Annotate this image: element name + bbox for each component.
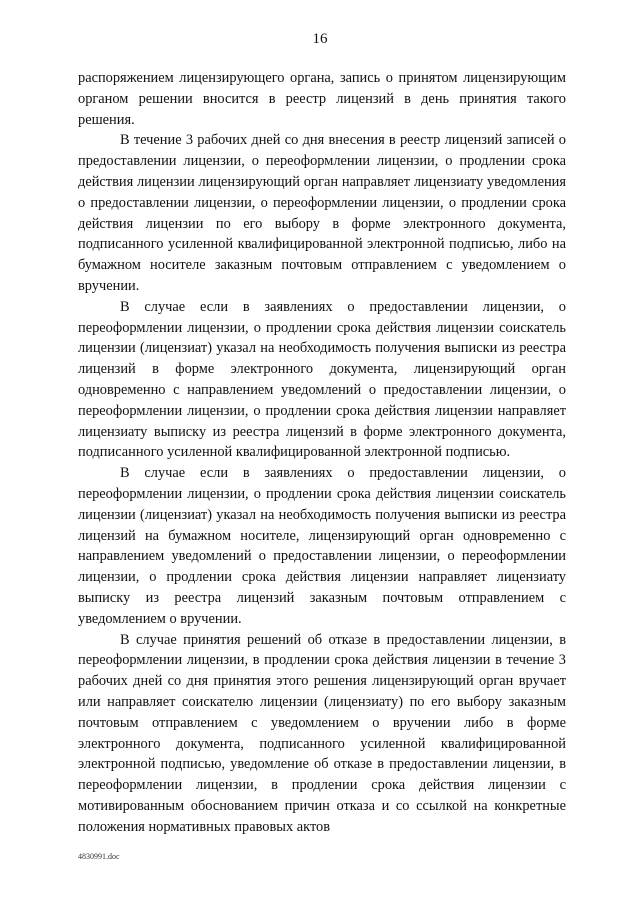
paragraph-3: В случае если в заявлениях о предоставлении лицензии, о переоформлении лицензии, о продлении срока действия лицензии соискатель лицензии (лицензиат) указал на необходимость получения выписки из реестра лицензий в форме электронного документа, лицензирующий орган одновременно с направлением уведомлений о предоставлении лицензии, о переоформлении лицензии, о продлении срока действия лицензии направляет лицензиату выписку из реестра лицензий в форме электронного документа, подписанного усиленной квалифицированной электронной подписью. — [78, 298, 566, 461]
paragraph-4: В случае если в заявлениях о предоставлении лицензии, о переоформлении лицензии, о продлении срока действия лицензии соискатель лицензии (лицензиат) указал на необходимость получения выписки из реестра лицензий на бумажном носителе, лицензирующий орган одновременно с направлением уведомлений о предоставлении лицензии, о переоформлении лицензии, о продлении срока действия лицензии направляет лицензиату выписку из реестра лицензий заказным почтовым отправлением с уведомлением о вручении. — [78, 465, 566, 627]
text-column — [78, 68, 566, 835]
paragraph-2: В течение 3 рабочих дней со дня внесения в реестр лицензий записей о предоставлении лицензии, о переоформлении лицензии, о продлении срока действия лицензии лицензирующий орган направляет лицензиату уведомления о предоставлении лицензии, о переоформлении лицензии, о продлении срока действия лицензии по его выбору в форме электронного документа, подписанного усиленной квалифицированной электронной подписью, либо на бумажном носителе заказным почтовым отправлением с уведомлением о вручении. — [78, 132, 566, 294]
paragraph-5: В случае принятия решений об отказе в предоставлении лицензии, в переоформлении лицензии, в продлении срока действия лицензии в течение 3 рабочих дней со дня принятия этого решения лицензирующий орган вручает или направляет соискателю лицензии (лицензиату) по его выбору заказным почтовым отправлением с уведомлением о вручении либо в форме электронного документа, подписанного усиленной квалифицированной электронной подписью, уведомление об отказе в предоставлении лицензии, в переоформлении лицензии, в продлении срока действия лицензии с мотивированным обоснованием причин отказа и со ссылкой на конкретные положения нормативных правовых актов — [78, 631, 566, 835]
paragraph-1: распоряжением лицензирующего органа, запись о принятом лицензирующим органом решении вносится в реестр лицензий в день принятия такого решения. — [78, 70, 566, 128]
document-body — [78, 68, 566, 835]
file-name-footer: 4830991.doc — [78, 852, 120, 861]
page-number: 16 — [312, 31, 328, 47]
